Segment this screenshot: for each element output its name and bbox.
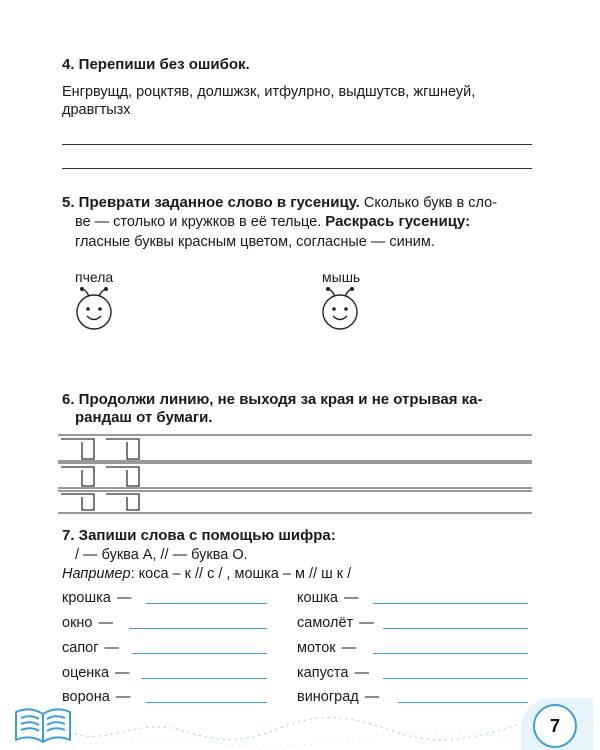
task-7-word-right: кошка — — [297, 590, 359, 606]
task-6-title-line-1: 6. Продолжи линию, не выходя за края и не отрывая ка- — [62, 391, 483, 408]
answer-line[interactable] — [373, 603, 528, 604]
task-5-line-2-bold: Раскрась гусеницу: — [325, 213, 471, 230]
task-5-line-3: гласные буквы красным цветом, согласные — синим. — [75, 234, 435, 250]
smiley-face-icon — [72, 283, 118, 333]
task-4-text-line-2: дравгтызх — [62, 102, 131, 118]
line-tracing-area — [58, 430, 536, 514]
task-5-line-2 — [75, 211, 470, 233]
smiley-face-icon — [318, 283, 364, 333]
task-5-word-pchela: пчела — [75, 269, 114, 285]
answer-line[interactable] — [383, 678, 528, 679]
task-5-line-1-rest: Сколько букв в сло- — [359, 195, 498, 211]
answer-line[interactable] — [373, 653, 528, 654]
task-7-word-left: крошка — — [62, 590, 132, 606]
task-7-cipher: / — буква А, // — буква О. — [75, 547, 248, 563]
task-7-word-right: виноград — — [297, 689, 380, 705]
answer-line[interactable] — [129, 628, 267, 629]
task-7-word-left: ворона — — [62, 689, 131, 705]
answer-line[interactable] — [146, 603, 267, 604]
example-text: : коса – к // с / , мошка – м // ш к / — [130, 566, 352, 582]
answer-line[interactable] — [383, 628, 528, 629]
writing-line — [62, 168, 532, 169]
task-6-title-line-2: рандаш от бумаги. — [75, 409, 213, 426]
task-4-text-line-1: Енгрвущд, роцктяв, долшжзк, итфулрно, выдшутсв, жгшнеуй, — [62, 84, 476, 100]
page-number: 7 — [533, 704, 577, 748]
task-7-word-left: окно — — [62, 615, 113, 631]
task-7-word-left: оценка — — [62, 665, 130, 681]
task-7-word-right: моток — — [297, 640, 357, 656]
answer-line[interactable] — [141, 678, 267, 679]
task-5-line-2-text: ве — столько и кружков в её тельце. — [75, 214, 326, 230]
answer-line[interactable] — [132, 653, 267, 654]
task-5-word-mysh: мышь — [322, 269, 361, 285]
task-4-title: 4. Перепиши без ошибок. — [62, 56, 250, 73]
task-7-title: 7. Запиши слова с помощью шифра: — [62, 527, 336, 544]
task-7-word-right: капуста — — [297, 665, 369, 681]
task-7-word-left: сапог — — [62, 640, 120, 656]
example-label: Например — [62, 566, 131, 582]
book-icon — [10, 700, 76, 746]
task-7-example — [62, 563, 351, 585]
task-5-title: 5. Преврати заданное слово в гусеницу. — [62, 194, 360, 211]
writing-line — [62, 144, 532, 145]
footer-decoration — [0, 700, 600, 750]
task-7-word-right: самолёт — — [297, 615, 374, 631]
